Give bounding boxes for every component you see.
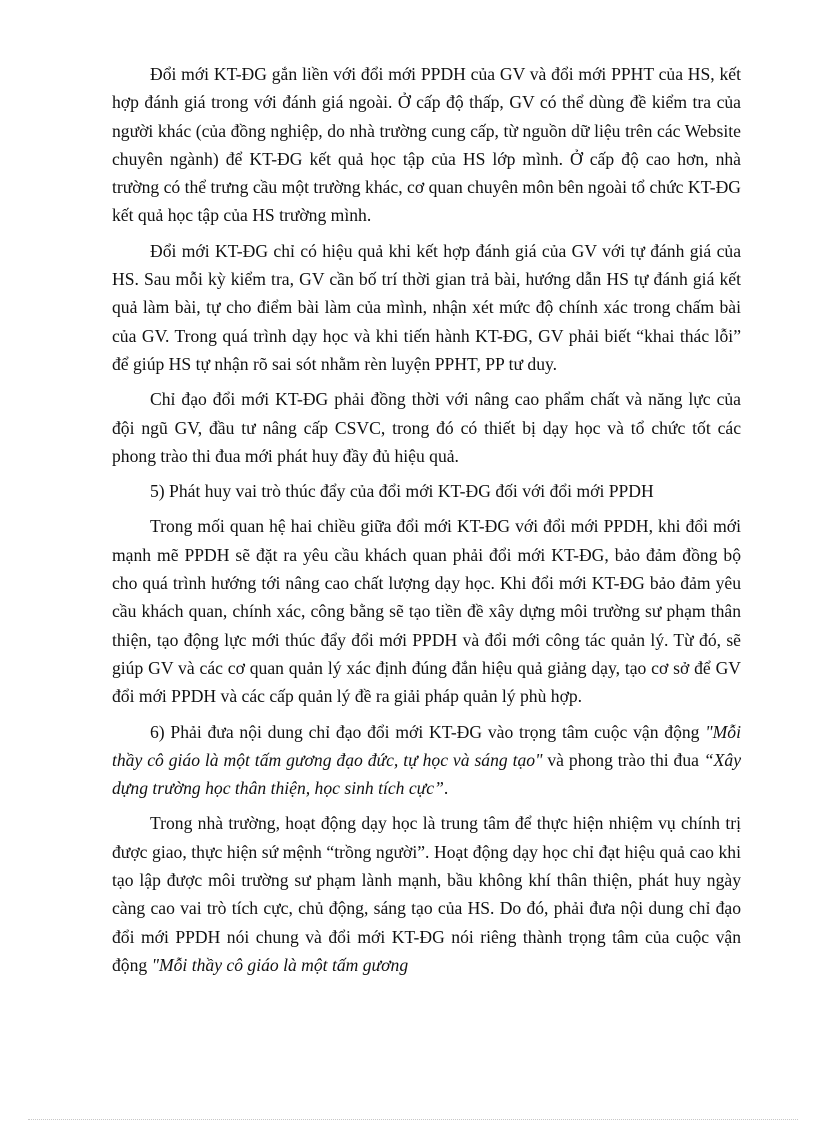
paragraph-5-text: Trong nhà trường, hoạt động dạy học là trung tâm để thực hiện nhiệm vụ chính trị được giao, thực hiện sứ mệnh “trồng người”. Hoạt động dạy học chỉ đạt hiệu quả cao khi tạo lập được môi trường sư phạm lành mạnh, bầu không khí thân thiện, phát huy ngày càng cao vai trò tích cực, chủ động, sáng tạo của HS. Do đó, phải đưa nội dung chỉ đạo đổi mới PPDH nói chung và đổi mới KT-ĐG nói riêng thành trọng tâm của cuộc vận động xyxy=(112,813,741,975)
paragraph-1: Đổi mới KT-ĐG gắn liền với đổi mới PPDH của GV và đổi mới PPHT của HS, kết hợp đánh giá trong với đánh giá ngoài. Ở cấp độ thấp, GV có thể dùng đề kiểm tra của người khác (của đồng nghiệp, do nhà trường cung cấp, từ nguồn dữ liệu trên các Website chuyên ngành) để KT-ĐG kết quả học tập của HS lớp mình. Ở cấp độ cao hơn, nhà trường có thể trưng cầu một trường khác, cơ quan chuyên môn bên ngoài tổ chức KT-ĐG kết quả học tập của HS trường mình. xyxy=(112,64,741,226)
section-heading-6 xyxy=(112,718,741,803)
heading-6-text-a: 6) Phải đưa nội dung chỉ đạo đổi mới KT-ĐG vào trọng tâm cuộc vận động xyxy=(150,721,706,742)
section-heading-5: 5) Phát huy vai trò thúc đẩy của đổi mới KT-ĐG đối với đổi mới PPDH xyxy=(150,481,654,502)
page-break-divider xyxy=(28,1119,798,1120)
paragraph-5 xyxy=(112,809,741,979)
heading-6-campaign-quote: "Mỗi thầy cô giáo là một tấm gương đạo đức, tự học và sáng tạo" xyxy=(112,721,741,770)
heading-6-text-c: và phong trào thi đua xyxy=(542,749,704,770)
paragraph-2: Đổi mới KT-ĐG chỉ có hiệu quả khi kết hợp đánh giá của GV với tự đánh giá của HS. Sau mỗi kỳ kiểm tra, GV cần bố trí thời gian trả bài, hướng dẫn HS tự đánh giá kết quả làm bài, tự cho điểm bài làm của mình, nhận xét mức độ chính xác trong chấm bài của GV. Trong quá trình dạy học và khi tiến hành KT-ĐG, GV phải biết “khai thác lỗi” để giúp HS tự nhận rõ sai sót nhằm rèn luyện PPHT, PP tư duy. xyxy=(112,240,741,374)
paragraph-5-quote: "Mỗi thầy cô giáo là một tấm gương xyxy=(151,954,409,975)
heading-6-movement-quote: “Xây dựng trường học thân thiện, học sinh tích cực” xyxy=(112,749,741,799)
heading-6-text-e: . xyxy=(443,778,449,799)
paragraph-3: Chỉ đạo đổi mới KT-ĐG phải đồng thời với nâng cao phẩm chất và năng lực của đội ngũ GV, đầu tư nâng cấp CSVC, trong đó có thiết bị dạy học và tổ chức tốt các phong trào thi đua mới phát huy đầy đủ hiệu quả. xyxy=(112,389,741,466)
document-body xyxy=(112,60,741,986)
paragraph-4: Trong mối quan hệ hai chiều giữa đổi mới KT-ĐG với đổi mới PPDH, khi đổi mới mạnh mẽ PPDH sẽ đặt ra yêu cầu khách quan phải đổi mới KT-ĐG, bảo đảm đồng bộ cho quá trình hướng tới nâng cao chất lượng dạy học. Khi đổi mới KT-ĐG bảo đảm yêu cầu khách quan, chính xác, công bằng sẽ tạo tiền đề xây dựng môi trường sư phạm thân thiện, tạo động lực mới thúc đẩy đổi mới PPDH và đổi mới công tác quản lý. Từ đó, sẽ giúp GV và các cơ quan quản lý xác định đúng đắn hiệu quả giảng dạy, tạo cơ sở để GV đổi mới PPDH và các cấp quản lý đề ra giải pháp quản lý phù hợp. xyxy=(112,516,741,707)
